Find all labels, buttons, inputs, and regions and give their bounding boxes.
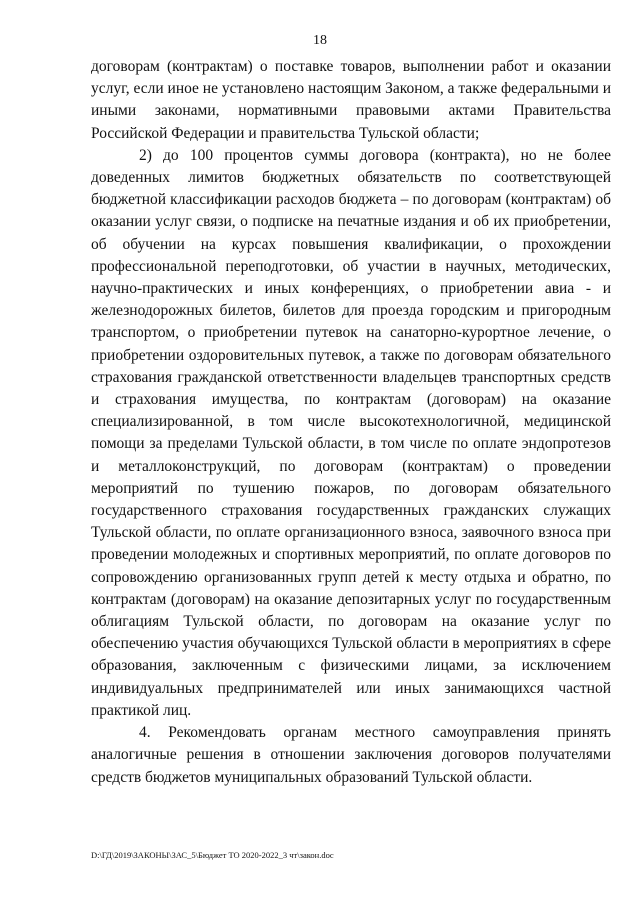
- paragraph-item-2: 2) до 100 процентов суммы договора (контракта), но не более доведенных лимитов бюджетных обязательств по соответствующей бюджетной классификации расходов бюджета – по договорам (контрактам) об оказании услуг связи, о подписке на печатные издания и об их приобретении, об обучении на курсах повышения квалификации, о прохождении профессиональной переподготовки, об участии в научных, методических, научно-практических и иных конференциях, о приобретении авиа - и железнодорожных билетов, билетов для проезда городским и пригородным транспортом, о приобретении путевок на санаторно-курортное лечение, о приобретении оздоровительных путевок, а также по договорам обязательного страхования гражданской ответственности владельцев транспортных средств и страхования имущества, по контрактам (договорам) на оказание специализированной, в том числе высокотехнологичной, медицинской помощи за пределами Тульской области, в том числе по оплате эндопротезов и металлоконструкций, по договорам (контрактам) о проведении мероприятий по тушению пожаров, по договорам обязательного государственного страхования государственных гражданских служащих Тульской области, по оплате организационного взноса, заявочного взноса при проведении молодежных и спортивных мероприятий, по оплате договоров по сопровождению организованных групп детей к месту отдыха и обратно, по контрактам (договорам) на оказание депозитарных услуг по государственным облигациям Тульской области, по договорам на оказание услуг по обеспечению участия обучающихся Тульской области в мероприятиях в сфере образования, заключенным с физическими лицами, за исключением индивидуальных предпринимателей или иных занимающихся частной практикой лиц.: [91, 146, 611, 719]
- document-body: [91, 56, 611, 789]
- paragraph-item-4: 4. Рекомендовать органам местного самоуправления принять аналогичные решения в отношении заключения договоров получателями средств бюджетов муниципальных образований Тульской области.: [91, 724, 611, 786]
- paragraph-continuation: договорам (контрактам) о поставке товаров, выполнении работ и оказании услуг, если иное не установлено настоящим Законом, а также федеральными и иными законами, нормативными правовыми актами Правительства Российской Федерации и правительства Тульской области;: [91, 58, 612, 142]
- file-path-footer: D:\ГД\2019\ЗАКОНЫ\ЗАС_5\Бюджет ТО 2020-2022_3 чт\закон.doc: [91, 850, 334, 860]
- page-number: 18: [313, 33, 327, 48]
